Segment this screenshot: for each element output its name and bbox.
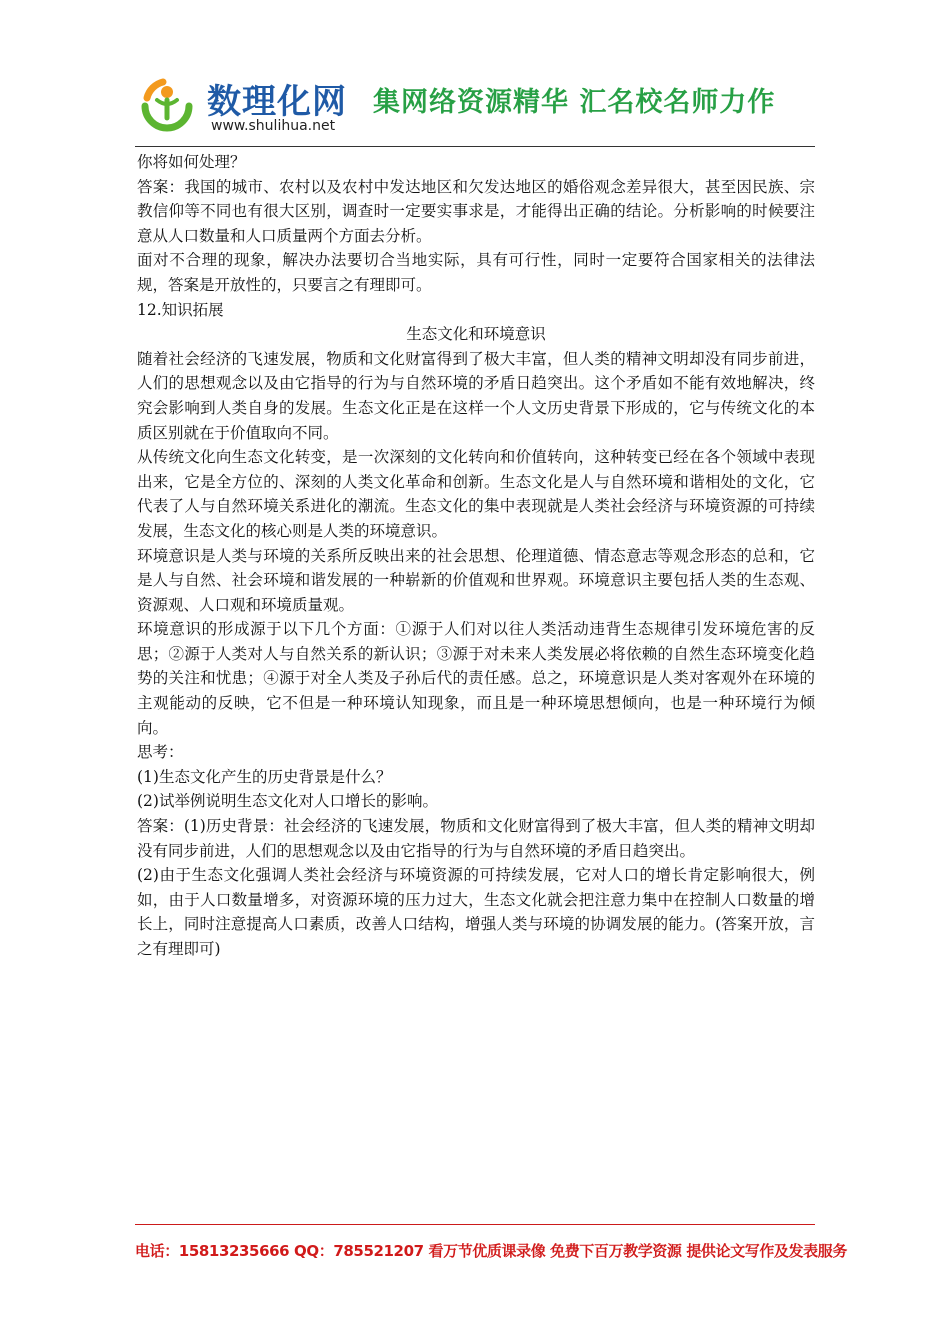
paragraph: 环境意识是人类与环境的关系所反映出来的社会思想、伦理道德、情态意志等观念形态的总和，它是人与自然、社会环境和谐发展的一种崭新的价值观和世界观。环境意识主要包括人类的生态观、资源观、人口观和环境质量观。: [137, 546, 815, 614]
paragraph: 面对不合理的现象，解决办法要切合当地实际，具有可行性，同时一定要符合国家相关的法律法规，答案是开放性的，只要言之有理即可。: [137, 251, 815, 294]
paragraph: 随着社会经济的飞速发展，物质和文化财富得到了极大丰富，但人类的精神文明却没有同步前进，人们的思想观念以及由它指导的行为与自然环境的矛盾日趋突出。这个矛盾如不能有效地解决，终究会影响到人类自身的发展。生态文化正是在这样一个人文历史背景下形成的，它与传统文化的本质区别就在于价值取向不同。: [137, 349, 815, 442]
site-slogan: 集网络资源精华 汇名校名师力作: [373, 87, 776, 118]
section-heading: 12.知识拓展: [137, 300, 224, 319]
question-item: (2)试举例说明生态文化对人口增长的影响。: [137, 792, 438, 811]
question-heading: 思考：: [137, 743, 184, 762]
site-url[interactable]: www.shulihua.net: [211, 118, 336, 134]
paragraph: 环境意识的形成源于以下几个方面：①源于人们对以往人类活动违背生态规律引发环境危害的反思；②源于人类对人与自然关系的新认识；③源于对未来人类发展必将依赖的自然生态环境变化趋势的关注和忧患；④源于对全人类及子孙后代的责任感。总之，环境意识是人类对客观外在环境的主观能动的反映，它不但是一种环境认知现象，而且是一种环境思想倾向，也是一种环境行为倾向。: [137, 620, 815, 737]
footer-contact-banner: 电话：15813235666 QQ：785521207 看万节优质课录像 免费下百万教学资源 提供论文写作及发表服务: [135, 1242, 847, 1260]
footer-divider: [135, 1224, 815, 1225]
paragraph: 从传统文化向生态文化转变，是一次深刻的文化转向和价值转向，这种转变已经在各个领域中表现出来，它是全方位的、深刻的人类文化革命和创新。生态文化是人与自然环境和谐相处的文化，它代表了人与自然环境关系进化的潮流。生态文化的集中表现就是人类社会经济与环境资源的可持续发展，生态文化的核心则是人类的环境意识。: [137, 448, 815, 540]
answer-paragraph: 答案：(1)历史背景：社会经济的飞速发展，物质和文化财富得到了极大丰富，但人类的精神文明却没有同步前进，人们的思想观念以及由它指导的行为与自然环境的矛盾日趋突出。: [137, 817, 815, 860]
paragraph: 答案：我国的城市、农村以及农村中发达地区和欠发达地区的婚俗观念差异很大，甚至因民族、宗教信仰等不同也有很大区别，调查时一定要实事求是，才能得出正确的结论。分析影响的时候要注意从人口数量和人口质量两个方面去分析。: [137, 177, 815, 245]
header-divider: [135, 146, 815, 147]
site-name: 数理化网: [207, 82, 347, 122]
shulihua-logo-icon: [135, 72, 199, 136]
article-title: 生态文化和环境意识: [406, 325, 546, 344]
question-item: (1)生态文化产生的历史背景是什么？: [137, 767, 392, 786]
page-header: [135, 66, 815, 146]
document-body: [137, 150, 815, 962]
paragraph: 你将如何处理？: [137, 153, 246, 171]
answer-paragraph: (2)由于生态文化强调人类社会经济与环境资源的可持续发展，它对人口的增长肯定影响很大，例如，由于人口数量增多，对资源环境的压力过大，生态文化就会把注意力集中在控制人口数量的增长上，同时注意提高人口素质，改善人口结构，增强人类与环境的协调发展的能力。(答案开放，言之有理即可): [137, 866, 815, 958]
